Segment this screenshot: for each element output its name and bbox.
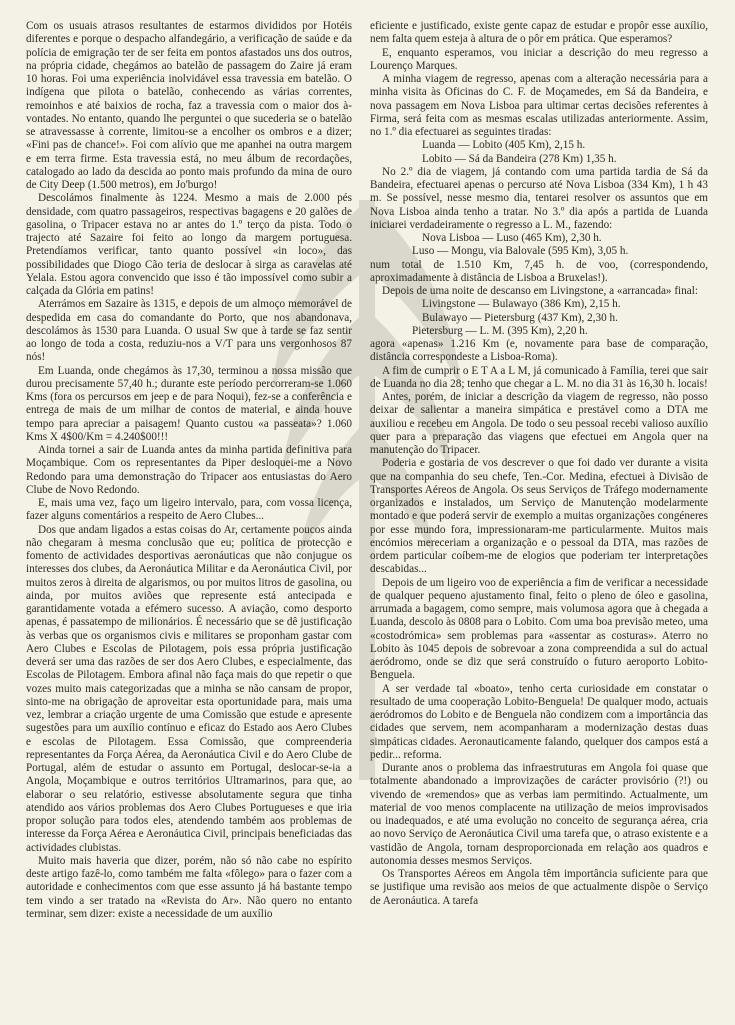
route-line: Nova Lisboa — Luso (465 Km), 2,30 h. xyxy=(422,232,602,244)
paragraph: A fim de cumprir o E T A a L M, já comunicado à Família, terei que sair de Luanda no dia 28; tenho que chegar a L. M. no dia 31 às 16,30 h. locais! xyxy=(370,364,708,390)
paragraph: Os Transportes Aéreos em Angola têm importância suficiente para que se justifique uma revisão aos meios de que actualmente dispõe o Serviço de Aeronáutica. A tarefa xyxy=(370,868,708,907)
paragraph: agora «apenas» 1.216 Km (e, novamente para base de comparação, distância correspondeste a Lisboa-Roma). xyxy=(370,338,708,364)
paragraph: Antes, porém, de iniciar a descrição da viagem de regresso, não posso deixar de salientar a maneira simpática e prestável como a DTA me auxiliou e recebeu em Angola. De todo o seu pessoal recebi valioso auxílio quer para a preparação das viagens que efectuei em Angola quer na manutenção do Tripacer. xyxy=(370,391,708,456)
right-column xyxy=(370,20,708,908)
route-line: Bulawayo — Pietersburg (437 Km), 2,30 h. xyxy=(422,311,618,324)
paragraph: No 2.º dia de viagem, já contando com uma partida tardia de Sá da Bandeira, efectuarei apenas o percurso até Nova Lisboa (334 Km), 1 h 43 m. Se possível, nesse mesmo dia, tentarei resolver os assuntos que em Nova Lisboa ainda tenho a tratar. No 3.º dia após a partida de Luanda iniciarei verdadeiramente o regresso a L. M., fazendo: xyxy=(370,165,708,231)
paragraph: Durante anos o problema das infraestruturas em Angola foi quase que totalmente abandonado a improvizações de carácter provisório (?!) ou vivendo de «remendos» que as verbas iam permitindo. Actualmente, um material de voo menos complacente na utilização de meios improvisados ou inadequados, e até uma evolução no conceito de segurança aérea, cria ao novo Serviço de Aeronáutica Civil uma tarefa que, o atraso existente e a vastidão de Angola, tornam desproporcionada em relação aos quadros e autonomia desses mesmos Serviços. xyxy=(370,762,708,867)
route-line: Luanda — Lobito (405 Km), 2,15 h. xyxy=(422,139,586,152)
paragraph: Aterrámos em Sazaire às 1315, e depois de um almoço memorável de despedida em casa do comandante do Porto, que nos abandonava, descolámos às 1530 para Luanda. O usual Sw que à tarde se faz sentir ao longo de toda a costa, reduziu-nos a V/T para uns vergonhosos 87 nós! xyxy=(26,298,352,364)
route-line: Pietersburg — L. M. (395 Km), 2,20 h. xyxy=(412,324,588,337)
paragraph: eficiente e justificado, existe gente capaz de estudar e propôr esse auxílio, nem falta quem esteja à altura de o pôr em prática. Que esperamos? xyxy=(370,20,708,46)
route-line: Lobito — Sá da Bandeira (278 Km) 1,35 h. xyxy=(422,152,617,165)
paragraph: Poderia e gostaria de vos descrever o que foi dado ver durante a visita que na companhia do seu chefe, Ten.-Cor. Medina, efectuei à Divisão de Transportes Aéreos de Angola. Os seus Serviços de Tráfego modernamente organizados e instalados, um Serviço de Manutenção modelarmente montado e que poderá servir de exemplo a muitas organizações congéneres por esse mundo fora, impressionaram-me particularmente. Muitos mais encómios mereceriam a organização e o pessoal da DTA, mas razões de ordem particular coíbem-me de elogios que poderiam ter interpretações descabidas... xyxy=(370,457,708,576)
paragraph: E, mais uma vez, faço um ligeiro intervalo, para, com vossa licença, fazer alguns comentários a respeito de Aero Clubes... xyxy=(26,497,352,523)
paragraph: Em Luanda, onde chegámos às 17,30, terminou a nossa missão que durou precisamente 57,40 h.; durante este período percorreram-se 1.060 Kms (fora os percursos em jeep e de para Noqui), fez-se a conferência e entrega de mais de um milhar de contos de material, e ainda houve tempo para apreciar a paisagem! Quanto custou «a passeata»? 1.060 Kms X 4$00/Km = 4.240$00!!! xyxy=(26,364,352,443)
paragraph: Descolámos finalmente às 1224. Mesmo a mais de 2.000 pés densidade, com quatro passageiros, respectivas bagagens e 20 galões de gasolina, o Tripacer estava no ar antes do 1.º terço da pista. Todo o trajecto até Sazaire foi feito ao longo da margem portuguesa. Pretendíamos verificar, tanto quanto possível «in loco», das possibilidades que Diogo Cão teria de deslocar à sirga as caravelas até Yelala. Estou agora convencido que isso é tão impossível como subir a calçada da Glória em patins! xyxy=(26,192,352,297)
paragraph: num total de 1.510 Km, 7,45 h. de voo, (correspondendo, aproximadamente à distância de Lisboa a Bruxelas!). xyxy=(370,258,708,284)
paragraph: Depois de um ligeiro voo de experiência a fim de verificar a necessidade de qualquer pequeno ajustamento final, feito o pleno de óleo e gasolina, arrumada a bagagem, como sempre, mais volumosa agora que à chegada a Luanda, descolo às 0808 para o Lobito. Com uma boa previsão meteo, uma «costodrómica» sem problemas para «assentar as costuras». Aterro no Lobito às 1045 depois de sobrevoar a zona compreendida a sul do actual aeródromo, onde se diz que será construído o futuro aeroporto Lobito-Benguela. xyxy=(370,576,708,682)
left-column xyxy=(26,20,352,921)
paragraph: E, enquanto esperamos, vou iniciar a descrição do meu regresso a Lourenço Marques. xyxy=(370,46,708,72)
paragraph: Muito mais haveria que dizer, porém, não só não cabe no espírito deste artigo fazê-lo, como também me falta «fôlego» para o fazer com a autoridade e conhecimentos com que esse assunto já há bastante tempo tem vindo a ser tratado na «Revista do Ar». Não quero no entanto terminar, sem dizer: existe a necessidade de um auxílio xyxy=(26,854,352,920)
route-line: Livingstone — Bulawayo (386 Km), 2,15 h. xyxy=(422,298,621,311)
paragraph: Dos que andam ligados a estas coisas do Ar, certamente poucos ainda não chegaram à mesma conclusão que eu; política de protecção e fomento de actividades desportivas aeronáuticas que não conjugue os interesses dos clubes, da Aeronáutica Militar e da Aeronáutica Civil, por muitos zeros à direita de algarismos, ou por muitos litros de gasolina, ou ainda, por muitos aviões que represente está antecipada e garantidamente votada a efémero sucesso. A aviação, como desporto apenas, é passatempo de milionários. É necessário que se dê justificação às verbas que os organismos civis e militares se proponham gastar com Aero Clubes e Escolas de Pilotagem, pois essa própria justificação deverá ser uma das razões de ser dos Aero Clubes, e especialmente, das Escolas de Pilotagem. Embora afinal não faça mais do que repetir o que vozes muito mais categorizadas que a minha se não cansam de propor, sinto-me na obrigação de aproveitar esta oportunidade para, mais uma vez, lembrar a criação urgente de uma Comissão que estude e apresente sugestões para um auxílio contínuo e eficaz do Estado aos Aero Clubes e escolas de Pilotagem. Essa Comissão, que compreenderia representantes da Força Aérea, da Aeronáutica Civil e do Aero Clube de Portugal, além de estudar o assunto em Portugal, deslocar-se-ia a Angola, Moçambique e outros territórios Ultramarinos, para que, ao elaborar o seu relatório, estivesse absolutamente segura que tinha atendido aos vários problemas dos Aero Clubes Portugueses e que iria propor solução para todos eles, atendendo também aos problemas de interesse da Força Aérea e Aeronáutica Civil, principais beneficiadas das actividades clubistas. xyxy=(26,523,352,854)
paragraph: Depois de uma noite de descanso em Livingstone, a «arrancada» final: xyxy=(382,285,698,297)
route-line: Luso — Mongu, via Balovale (595 Km), 3,05 h. xyxy=(412,245,629,258)
paragraph: A minha viagem de regresso, apenas com a alteração necessária para a minha visita às Oficinas do C. F. de Moçamedes, em Sá da Bandeira, e nova passagem em Nova Lisboa para ultimar certas decisões referentes à Firma, será feita com as mesmas escalas utilizadas anteriormente. Assim, no 1.º dia efectuarei as seguintes tiradas: xyxy=(370,73,708,138)
paragraph: Ainda tornei a sair de Luanda antes da minha partida definitiva para Moçambique. Com os representantes da Piper desloquei-me a Novo Redondo para uma demonstração do Tripacer aos entusiastas do Aero Clube de Novo Redondo. xyxy=(26,444,352,496)
paragraph: A ser verdade tal «boato», tenho certa curiosidade em constatar o resultado de uma cooperação Lobito-Benguela! De qualquer modo, actuais aeródromos do Lobito e de Benguela não condizem com a importância das cidades que servem, nem acompanharam a modernização destas duas simpáticas cidades. Aeronauticamente falando, quelquer dos campos está a pedir... reforma. xyxy=(370,682,708,761)
paragraph: Com os usuais atrasos resultantes de estarmos divididos por Hotéis diferentes e porque o despacho alfandegário, a verificação de saúde e da polícia de emigração ter de ser feita em pontos afastados uns dos outros, na própria cidade, chegámos ao batelão de passagem do Zaire já eram 10 horas. Foi uma experiência inolvidável essa travessia em batelão. O indígena que pilota o batelão, conhecendo as várias correntes, remoinhos e até baixios de rocha, faz a travessia com o maior dos à-vontades. No entanto, quando lhe perguntei o que sucederia se o batelão se atravessasse à corrente, limitou-se a encolher os ombros e a dizer; «Fini pas de chance!». Foi com alívio que me apanhei na outra margem e em terra firme. Esta travessia está, no meu álbum de recordações, catalogado ao lado da descida ao ponto mais profundo da mina de ouro de City Deep (1.500 metros), em Jo'burgo! xyxy=(26,20,352,191)
